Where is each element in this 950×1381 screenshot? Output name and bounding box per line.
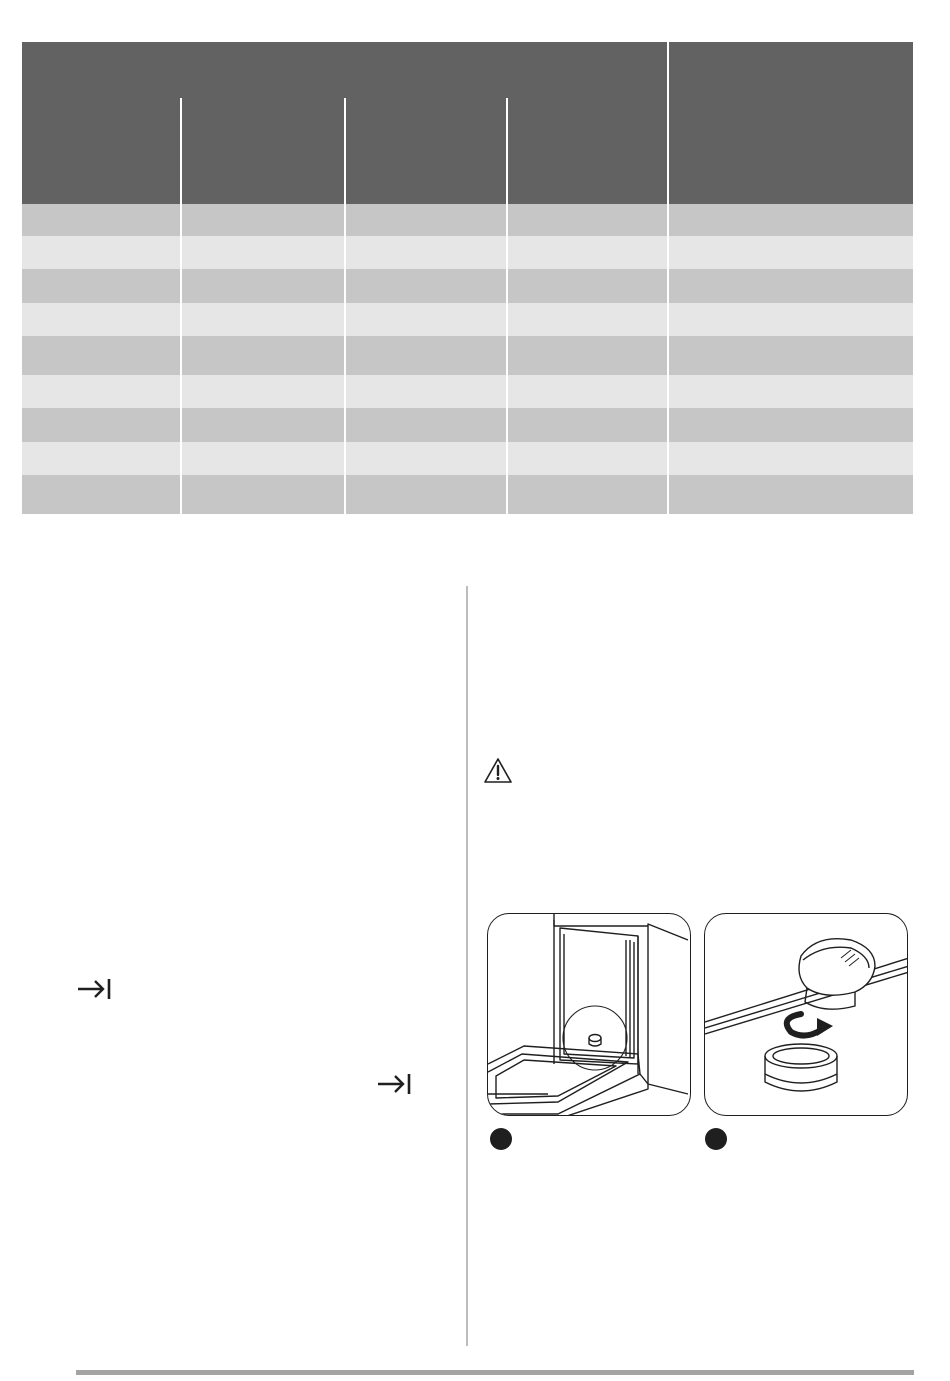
step-number-badge — [705, 1128, 727, 1150]
header-separator — [506, 98, 508, 204]
column-separator — [667, 204, 669, 514]
tab-arrow-icon — [76, 977, 112, 1001]
table-row — [22, 269, 913, 303]
step-number-badge — [490, 1128, 512, 1150]
column-separator — [506, 204, 508, 514]
tab-arrow-icon — [376, 1072, 412, 1096]
table-row — [22, 204, 913, 236]
header-separator — [667, 42, 669, 204]
header-separator — [180, 98, 182, 204]
table-row — [22, 236, 913, 269]
table-row — [22, 336, 913, 375]
header-separator — [344, 98, 346, 204]
table-row — [22, 375, 913, 408]
table-row — [22, 442, 913, 475]
table-row — [22, 475, 913, 514]
dishwasher-icon — [488, 914, 691, 1116]
warning-icon — [483, 757, 513, 785]
salt-cap-icon — [705, 914, 908, 1116]
table-row — [22, 408, 913, 442]
column-separator — [180, 204, 182, 514]
column-separator — [344, 204, 346, 514]
salt-cap-illustration — [704, 913, 908, 1116]
table-row — [22, 303, 913, 336]
table-header — [22, 42, 913, 204]
dishwasher-open-illustration — [487, 913, 691, 1116]
footer-bar — [76, 1370, 914, 1375]
column-divider — [466, 586, 468, 1346]
